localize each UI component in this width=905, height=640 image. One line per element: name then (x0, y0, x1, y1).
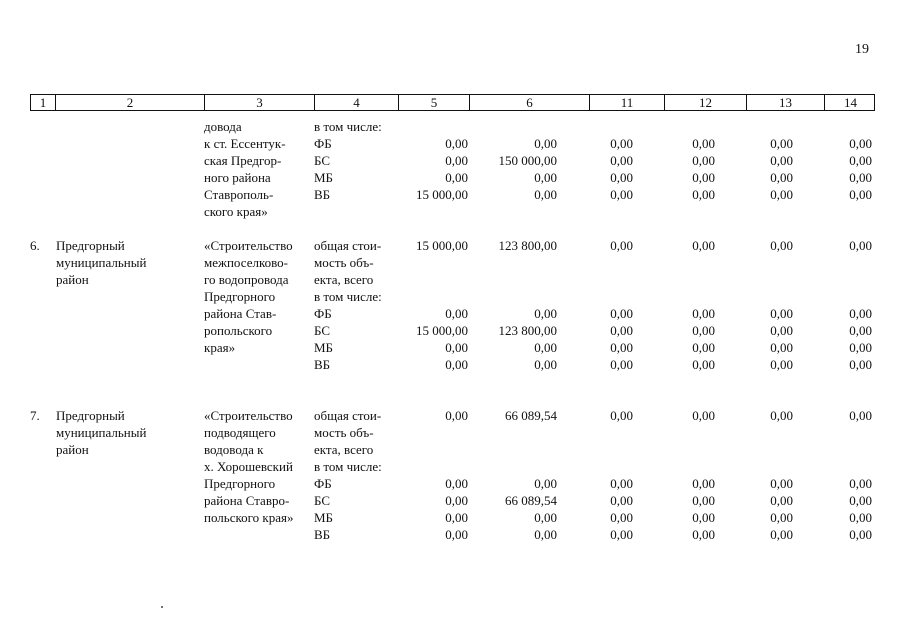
value-cell: 0,00 (770, 476, 793, 491)
row-number: 6. (30, 238, 40, 253)
header-col-14: 14 (844, 95, 857, 110)
value-cell: 0,00 (610, 323, 633, 338)
value-cell: 0,00 (610, 476, 633, 491)
header-col-5: 5 (399, 95, 470, 110)
value-cell: 0,00 (610, 340, 633, 355)
value-cell: 0,00 (849, 170, 872, 185)
value-cell: 0,00 (534, 357, 557, 372)
object-name-line: Предгорного (204, 289, 276, 304)
total-value: 123 800,00 (498, 238, 557, 253)
municipality-line: Предгорный (56, 408, 125, 423)
total-value: 66 089,54 (505, 408, 557, 423)
indicator-label: в том числе: (314, 459, 382, 474)
object-name-line: межпоселково- (204, 255, 288, 270)
total-value: 0,00 (692, 408, 715, 423)
table-header-row (30, 94, 875, 111)
value-cell: 0,00 (770, 306, 793, 321)
value-cell: 0,00 (692, 323, 715, 338)
value-cell: 0,00 (692, 527, 715, 542)
value-cell: 0,00 (534, 476, 557, 491)
value-cell: 0,00 (692, 510, 715, 525)
value-cell: 0,00 (692, 476, 715, 491)
indicator-label: ВБ (314, 187, 331, 202)
header-col-3: 3 (205, 95, 315, 110)
page-number: 19 (855, 42, 869, 57)
value-cell: 0,00 (534, 340, 557, 355)
object-name-line: ропольского (204, 323, 273, 338)
value-cell: 0,00 (610, 153, 633, 168)
value-cell: 0,00 (770, 527, 793, 542)
value-cell: 0,00 (692, 136, 715, 151)
value-cell: 0,00 (770, 340, 793, 355)
value-cell: 0,00 (445, 306, 468, 321)
object-name-line: края» (204, 340, 236, 355)
value-cell: 0,00 (445, 340, 468, 355)
indicator-label: МБ (314, 170, 334, 185)
indicator-label: общая стои- (314, 238, 382, 253)
object-name-line: Предгорного (204, 476, 276, 491)
value-cell: 0,00 (445, 357, 468, 372)
value-cell: 0,00 (534, 187, 557, 202)
row-number: 7. (30, 408, 40, 423)
object-name-line: х. Хорошевский (204, 459, 293, 474)
header-col-11: 11 (590, 95, 665, 110)
indicator-label: в том числе: (314, 289, 382, 304)
value-cell: 0,00 (534, 136, 557, 151)
indicator-label: БС (314, 493, 331, 508)
total-value: 0,00 (770, 408, 793, 423)
value-cell: 0,00 (610, 510, 633, 525)
value-cell: 0,00 (770, 187, 793, 202)
total-value: 0,00 (770, 238, 793, 253)
header-col-1: 1 (31, 95, 56, 110)
indicator-label: ВБ (314, 527, 331, 542)
header-col-4: 4 (315, 95, 399, 110)
value-cell: 15 000,00 (416, 323, 468, 338)
value-cell: 150 000,00 (498, 153, 557, 168)
indicator-label: мость объ- (314, 425, 374, 440)
object-name-line: довода (204, 119, 242, 134)
total-value: 0,00 (849, 408, 872, 423)
municipality-line: Предгорный (56, 238, 125, 253)
value-cell: 0,00 (849, 357, 872, 372)
value-cell: 0,00 (610, 306, 633, 321)
value-cell: 0,00 (610, 357, 633, 372)
indicator-label: ФБ (314, 136, 332, 151)
value-cell: 0,00 (445, 476, 468, 491)
value-cell: 0,00 (849, 493, 872, 508)
object-name-line: к ст. Ессентук- (204, 136, 286, 151)
value-cell: 0,00 (610, 493, 633, 508)
municipality-line: район (56, 272, 89, 287)
value-cell: 66 089,54 (505, 493, 557, 508)
value-cell: 15 000,00 (416, 187, 468, 202)
value-cell: 0,00 (770, 493, 793, 508)
value-cell: 0,00 (849, 136, 872, 151)
indicator-label: БС (314, 153, 331, 168)
value-cell: 0,00 (849, 527, 872, 542)
value-cell: 0,00 (770, 357, 793, 372)
value-cell: 0,00 (445, 527, 468, 542)
value-cell: 0,00 (610, 187, 633, 202)
value-cell: 0,00 (534, 510, 557, 525)
object-name-line: «Строительство (204, 238, 293, 253)
municipality-line: муниципальный (56, 425, 147, 440)
value-cell: 0,00 (770, 136, 793, 151)
value-cell: 0,00 (610, 136, 633, 151)
value-cell: 0,00 (849, 340, 872, 355)
total-value: 0,00 (610, 238, 633, 253)
object-name-line: ного района (204, 170, 271, 185)
indicator-label: мость объ- (314, 255, 374, 270)
municipality-line: муниципальный (56, 255, 147, 270)
value-cell: 0,00 (534, 306, 557, 321)
value-cell: 0,00 (610, 527, 633, 542)
value-cell: 0,00 (849, 476, 872, 491)
value-cell: 0,00 (445, 153, 468, 168)
value-cell: 0,00 (692, 493, 715, 508)
value-cell: 0,00 (770, 510, 793, 525)
value-cell: 0,00 (445, 493, 468, 508)
indicator-label: ФБ (314, 306, 332, 321)
municipality-line: район (56, 442, 89, 457)
value-cell: 0,00 (849, 153, 872, 168)
object-name-line: ского края» (204, 204, 268, 219)
value-cell: 123 800,00 (498, 323, 557, 338)
object-name-line: района Ставро- (204, 493, 290, 508)
value-cell: 0,00 (692, 306, 715, 321)
object-name-line: водовода к (204, 442, 264, 457)
value-cell: 0,00 (445, 136, 468, 151)
value-cell: 0,00 (610, 170, 633, 185)
object-name-line: подводящего (204, 425, 276, 440)
value-cell: 0,00 (849, 306, 872, 321)
value-cell: 0,00 (849, 510, 872, 525)
value-cell: 0,00 (445, 510, 468, 525)
indicator-label: общая стои- (314, 408, 382, 423)
value-cell: 0,00 (770, 153, 793, 168)
indicator-label: МБ (314, 510, 334, 525)
value-cell: 0,00 (770, 323, 793, 338)
value-cell: 0,00 (534, 170, 557, 185)
object-name-line: польского края» (204, 510, 294, 525)
header-col-12: 12 (665, 95, 747, 110)
total-value: 0,00 (849, 238, 872, 253)
value-cell: 0,00 (534, 527, 557, 542)
indicator-label: екта, всего (314, 442, 374, 457)
total-value: 0,00 (610, 408, 633, 423)
indicator-label: ФБ (314, 476, 332, 491)
value-cell: 0,00 (770, 170, 793, 185)
indicator-label: ВБ (314, 357, 331, 372)
value-cell: 0,00 (692, 340, 715, 355)
object-name-line: го водопровода (204, 272, 289, 287)
value-cell: 0,00 (849, 323, 872, 338)
indicator-label: екта, всего (314, 272, 374, 287)
value-cell: 0,00 (692, 187, 715, 202)
value-cell: 0,00 (692, 170, 715, 185)
value-cell: 0,00 (445, 170, 468, 185)
value-cell: 0,00 (692, 357, 715, 372)
header-col-13: 13 (747, 95, 825, 110)
value-cell: 0,00 (692, 153, 715, 168)
object-name-line: «Строительство (204, 408, 293, 423)
indicator-label: в том числе: (314, 119, 382, 134)
scan-speck (161, 606, 163, 608)
object-name-line: района Став- (204, 306, 277, 321)
indicator-label: МБ (314, 340, 334, 355)
total-value: 0,00 (445, 408, 468, 423)
header-col-2: 2 (56, 95, 205, 110)
value-cell: 0,00 (849, 187, 872, 202)
indicator-label: БС (314, 323, 331, 338)
header-col-6: 6 (470, 95, 590, 110)
object-name-line: ская Предгор- (204, 153, 282, 168)
total-value: 0,00 (692, 238, 715, 253)
total-value: 15 000,00 (416, 238, 468, 253)
object-name-line: Ставрополь- (204, 187, 274, 202)
